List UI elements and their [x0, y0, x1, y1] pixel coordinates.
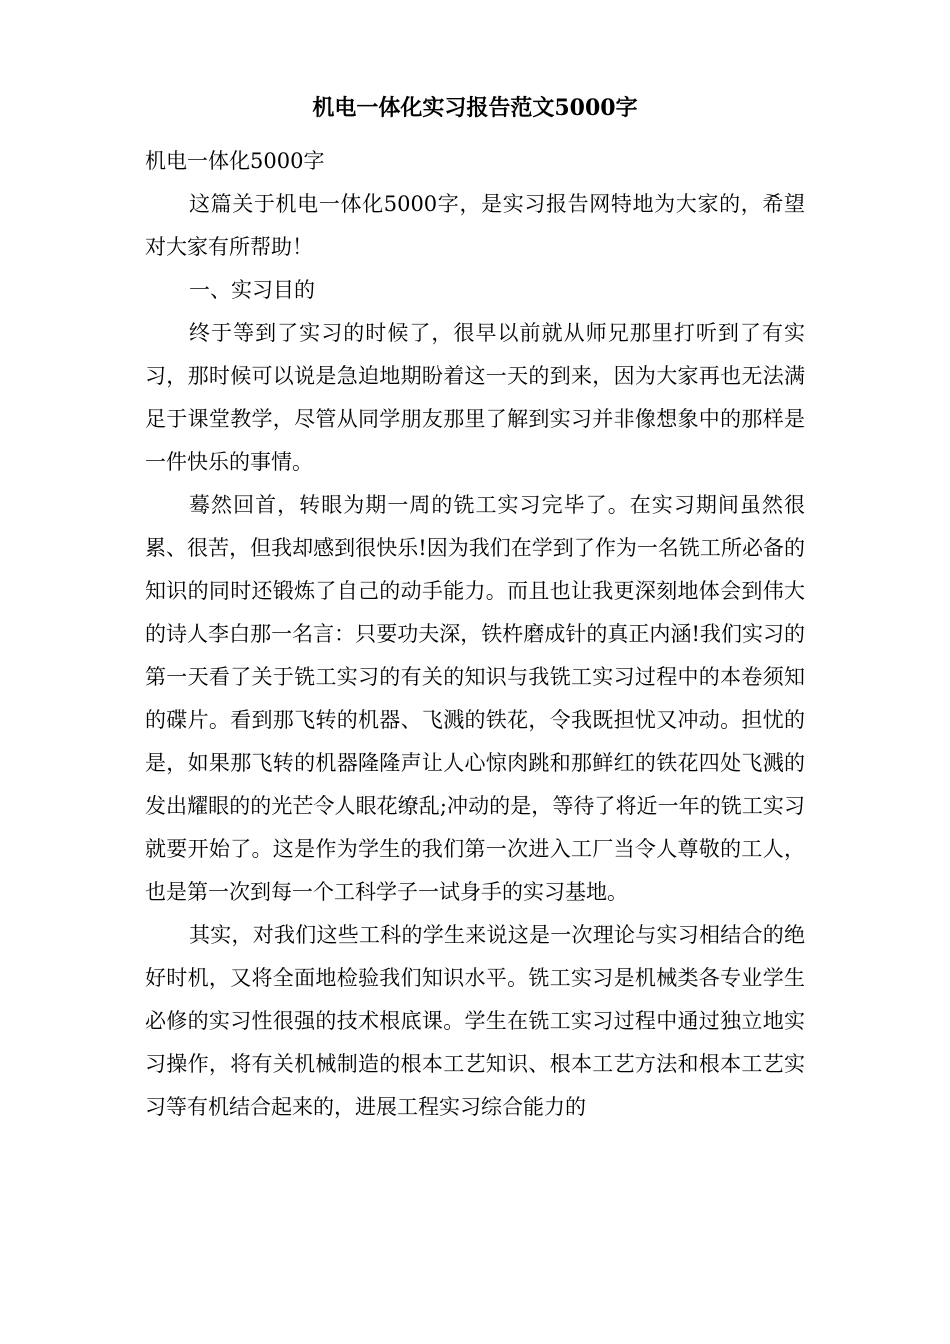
- document-subtitle: 机电一体化5000字: [145, 149, 325, 173]
- paragraph: 其实，对我们这些工科的学生来说这是一次理论与实习相结合的绝好时机，又将全面地检验我们知识水平。铣工实习是机械类各专业学生必修的实习性很强的技术根底课。学生在铣工实习过程中通过独立地实习操作，将有关机械制造的根本工艺知识、根本工艺方法和根本工艺实习等有机结合起来的，进展工程实习综合能力的: [145, 923, 805, 1119]
- document-title: 机电一体化实习报告范文5000字: [312, 95, 638, 121]
- paragraph-intro: 这篇关于机电一体化5000字，是实习报告网特地为大家的，希望对大家有所帮助！: [145, 192, 805, 259]
- section-heading-purpose: 一、实习目的: [189, 278, 315, 302]
- paragraph: 蓦然回首，转眼为期一周的铣工实习完毕了。在实习期间虽然很累、很苦，但我却感到很快乐!因为我们在学到了作为一名铣工所必备的知识的同时还锻炼了自己的动手能力。而且也让我更深刻地体会到伟大的诗人李白那一名言：只要功夫深，铁杵磨成针的真正内涵!我们实习的第一天看了关于铣工实习的有关的知识与我铣工实习过程中的本卷须知的碟片。看到那飞转的机器、飞溅的铁花，令我既担忧又冲动。担忧的是，如果那飞转的机器隆隆声让人心惊肉跳和那鲜红的铁花四处飞溅的发出耀眼的的光芒令人眼花缭乱;冲动的是，等待了将近一年的铣工实习就要开始了。这是作为学生的我们第一次进入工厂当令人尊敬的工人，也是第一次到每一个工科学子一试身手的实习基地。: [145, 493, 805, 904]
- paragraph: 终于等到了实习的时候了，很早以前就从师兄那里打听到了有实习，那时候可以说是急迫地期盼着这一天的到来，因为大家再也无法满足于课堂教学，尽管从同学朋友那里了解到实习并非像想象中的那样是一件快乐的事情。: [145, 321, 805, 474]
- document-body: [145, 140, 805, 1129]
